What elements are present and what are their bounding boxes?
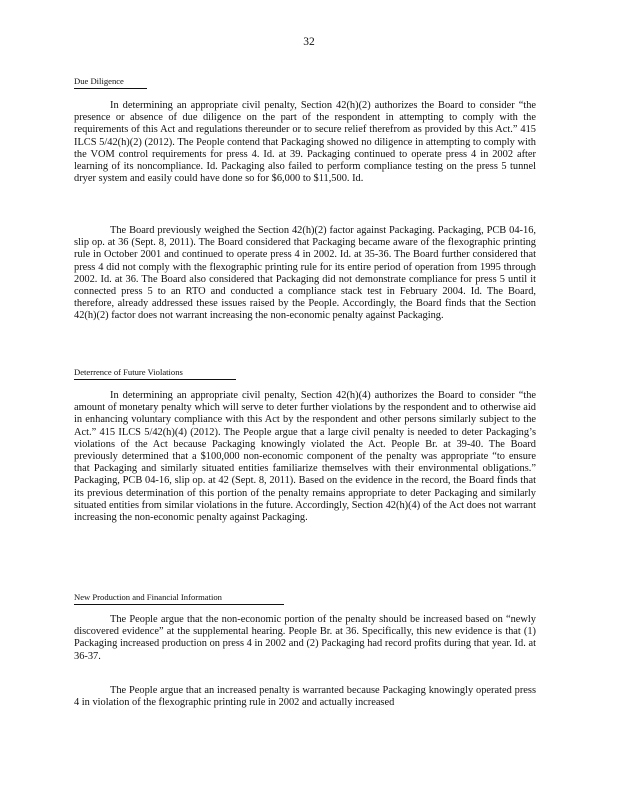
section-heading-new-production: New Production and Financial Information [74,591,222,604]
paragraph-new-production-2: The People argue that an increased penalty is warranted because Packaging knowingly operated press 4 in violation of the flexographic printing rule in 2002 and actually increased [74,685,536,709]
section-heading-due-diligence: Due Diligence [74,75,124,88]
section-heading-deterrence: Deterrence of Future Violations [74,366,183,379]
paragraph-deterrence-1: In determining an appropriate civil penalty, Section 42(h)(4) authorizes the Board to consider “the amount of monetary penalty which will serve to deter further violations by the respondent and to otherwise aid in enhancing voluntary compliance with this Act by the respondent and other persons similarly subject to the Act.” 415 ILCS 5/42(h)(4) (2012). The People argue that a large civil penalty is needed to deter Packaging’s violations of the Act because Packaging knowingly violated the Act. People Br. at 39-40. The Board previously determined that a $100,000 non-economic component of the penalty was appropriate “to ensure that Packaging and similarly situated entities familiarize themselves with their environmental obligations.” Packaging, PCB 04-16, slip op. at 42 (Sept. 8, 2011). Based on the evidence in the record, the Board finds that its previous determination of this portion of the penalty remains appropriate to deter Packaging and similarly situated entities from similar violations in the future. Accordingly, Section 42(h)(4) of the Act does not warrant increasing the non-economic penalty against Packaging. [74,390,536,524]
paragraph-new-production-1: The People argue that the non-economic portion of the penalty should be increased based on “newly discovered evidence” at the supplemental hearing. People Br. at 36. Specifically, this new evidence is that (1) Packaging increased production on press 4 in 2002 and (2) Packaging had record profits during that year. Id. at 36-37. [74,614,536,662]
paragraph-due-diligence-1: In determining an appropriate civil penalty, Section 42(h)(2) authorizes the Board to consider “the presence or absence of due diligence on the part of the respondent in attempting to comply with the requirements of this Act and regulations thereunder or to secure relief therefrom as provided by this Act.” 415 ILCS 5/42(h)(2) (2012). The People contend that Packaging showed no diligence in attempting to comply with the VOM control requirements for press 4. Id. at 39. Packaging continued to operate press 4 in 2002 after learning of its noncompliance. Id. Packaging also failed to perform compliance testing on the press 5 tunnel dryer system and easily could have done so for $6,000 to $11,500. Id. [74,100,536,185]
heading-underline [74,604,284,605]
heading-underline [74,88,147,89]
page-number: 32 [303,36,315,48]
paragraph-due-diligence-2: The Board previously weighed the Section 42(h)(2) factor against Packaging. Packaging, PCB 04-16, slip op. at 36 (Sept. 8, 2011). The Board considered that Packaging became aware of the flexographic printing rule in October 2001 and continued to operate press 4 in 2002. Id. at 35-36. The Board further considered that press 4 did not comply with the flexographic printing rule for its entire period of operation from 1995 through 2002. Id. at 36. The Board also considered that Packaging did not demonstrate compliance for press 5 until it connected press 5 to an RTO and conducted a compliance stack test in February 2004. Id. The Board, therefore, already addressed these issues raised by the People. Accordingly, the Board finds that the Section 42(h)(2) factor does not warrant increasing the non-economic penalty against Packaging. [74,225,536,322]
heading-underline [74,379,236,380]
